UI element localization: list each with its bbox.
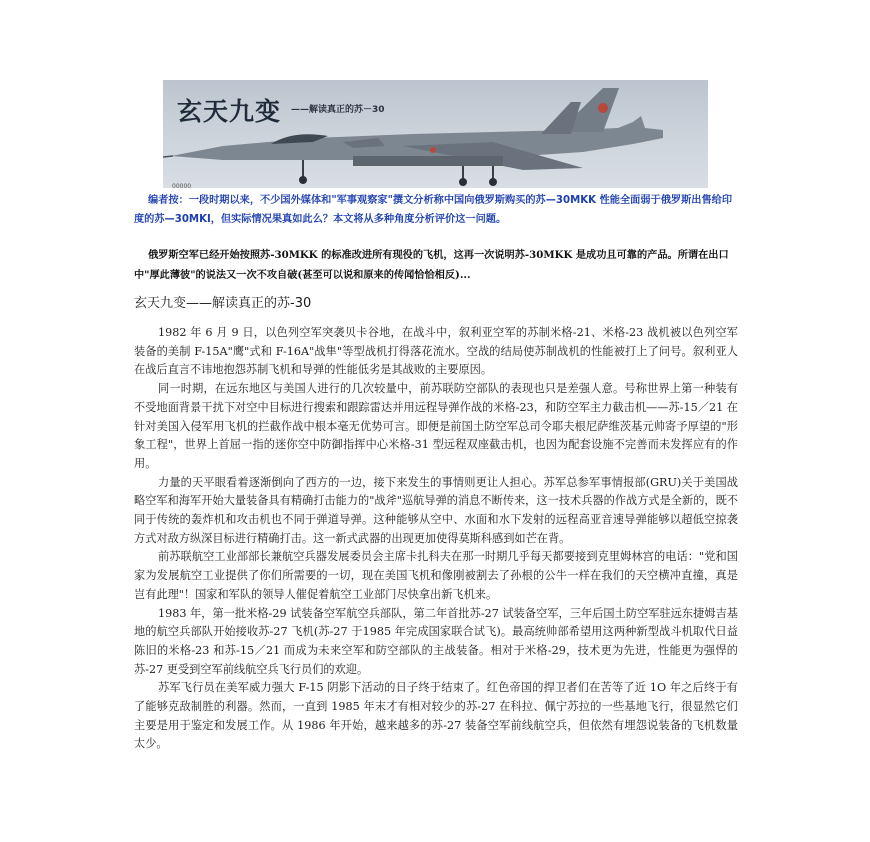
article-body <box>134 324 738 754</box>
editor-note: 编者按：一段时期以来，不少国外媒体和"军事观察家"撰文分析称中国向俄罗斯购买的苏—30MKK 性能全面弱于俄罗斯出售给印度的苏—30MKI，但实际情况果真如此么？本文将从多种角度分析评价这一问题。 <box>134 195 733 225</box>
paragraph: 1982 年 6 月 9 日，以色列空军突袭贝卡谷地，在战斗中，叙利亚空军的苏制米格-21、米格-23 战机被以色列空军装备的美制 F-15A"鹰"式和 F-16A"战隼"等型战机打得落花流水。空战的结局使苏制战机的性能被打上了问号。叙利亚人在战后直言不讳地抱怨苏制飞机和导弹的性能低劣是其战败的主要原因。 <box>134 326 738 377</box>
article-title: 玄天九变——解读真正的苏-30 <box>134 296 312 311</box>
paragraph: 1983 年，第一批米格-29 试装备空军航空兵部队，第二年首批苏-27 试装备空军，三年后国土防空军驻远东捷姆吉基地的航空兵部队开始接收苏-27 飞机(苏-27 于1985 年完成国家联合试飞)。最高统帅部希望用这两种新型战斗机取代日益陈旧的米格-23 和苏-15／21 而成为未来空军和防空部队的主战装备。相对于米格-29，技术更为先进，性能更为强悍的苏-27 更受到空军前线航空兵飞行员们的欢迎。 <box>134 606 738 676</box>
photo-tag: 00000 <box>172 183 192 190</box>
banner-subtitle: ——解读真正的苏－30 <box>291 105 385 115</box>
banner-title: 玄天九变 <box>177 97 282 126</box>
paragraph: 同一时期，在远东地区与美国人进行的几次较量中，前苏联防空部队的表现也只是差强人意。号称世界上第一种装有不受地面背景干扰下对空中目标进行搜索和跟踪雷达并用远程导弹作战的米格-23，和防空军主力截击机——苏-15／21 在针对美国入侵军用飞机的拦截作战中根本毫无优势可言。即便是前国土防空军总司令耶夫根尼萨维茨基元帅寄予厚望的"形象工程"，世界上首屈一指的迷你空中防御指挥中心米格-31 型远程双座截击机，也因为配套设施不完善而未发挥应有的作用。 <box>134 382 738 470</box>
lead-note: 俄罗斯空军已经开始按照苏-30MKK 的标准改进所有现役的飞机，这再一次说明苏-30MKK 是成功且可靠的产品。所谓在出口中"厚此薄彼"的说法又一次不攻自破(甚至可以说和原来的传闻恰恰相反)... <box>134 249 729 281</box>
paragraph: 苏军飞行员在美军威力强大 F-15 阴影下活动的日子终于结束了。红色帝国的捍卫者们在苦等了近 1O 年之后终于有了能够克敌制胜的利器。然而，一直到 1985 年末才有相对较少的苏-27 在科拉、佩宁苏拉的一些基地飞行，很显然它们主要是用于鉴定和发展工作。从 1986 年开始，越来越多的苏-27 装备空军前线航空兵，但依然有埋怨说装备的飞机数量太少。 <box>134 681 738 751</box>
header-banner <box>163 80 708 188</box>
paragraph: 力量的天平眼看着逐渐倒向了西方的一边，接下来发生的事情则更让人担心。苏军总参军事情报部(GRU)关于美国战略空军和海军开始大量装备具有精确打击能力的"战斧"巡航导弹的消息不断传来，这一技术兵器的作战方式是全新的，既不同于传统的轰炸机和攻击机也不同于弹道导弹。这种能够从空中、水面和水下发射的远程高亚音速导弹能够以超低空掠袭方式对敌方纵深目标进行精确打击。这一新式武器的出现更加使得莫斯科感到如芒在背。 <box>134 475 738 545</box>
paragraph: 前苏联航空工业部部长兼航空兵器发展委员会主席卡扎科夫在那一时期几乎每天都要接到克里姆林宫的电话："党和国家为发展航空工业提供了你们所需要的一切，现在美国飞机和像刚被割去了孙根的公牛一样在我们的天空横冲直撞，真是岂有此理"！国家和军队的领导人催促着航空工业部门尽快拿出新飞机来。 <box>134 550 738 601</box>
